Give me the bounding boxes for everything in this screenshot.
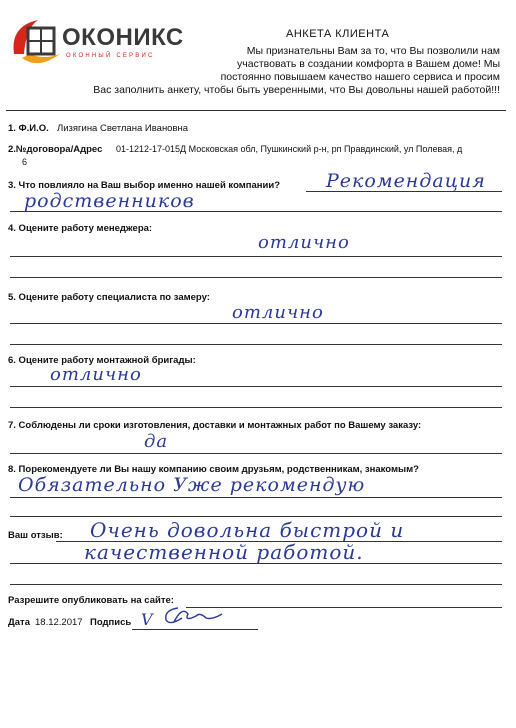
review-answer-2: качественной работой. <box>84 540 364 564</box>
review-answer-1: Очень довольна быстрой и <box>90 518 405 542</box>
publish-line <box>186 607 502 608</box>
question-8-line-2 <box>10 516 502 517</box>
question-7-answer: да <box>144 431 169 452</box>
question-3-line-1 <box>306 191 502 192</box>
intro-line-4: Вас заполнить анкету, чтобы быть уверенными, что Вы довольны нашей работой!!! <box>93 84 500 96</box>
question-8-label: 8. Порекомендуете ли Вы нашу компанию своим друзьям, родственникам, знакомым? <box>8 464 419 475</box>
question-7-label: 7. Соблюдены ли сроки изготовления, доставки и монтажных работ по Вашему заказу: <box>8 420 422 431</box>
question-4-line-2 <box>10 277 502 278</box>
question-3-answer-2: родственников <box>24 190 195 212</box>
question-3-answer-1: Рекомендация <box>326 170 486 192</box>
intro-line-1: Мы признательны Вам за то, что Вы позволили нам <box>246 45 500 57</box>
address-value-line-2: 6 <box>22 157 28 167</box>
logo-brand: ОКОНИКС <box>62 24 184 51</box>
question-6-line-1 <box>10 386 502 387</box>
intro-line-3: постоянно повышаем качество нашего сервиса и просим <box>220 71 500 83</box>
question-7-line-1 <box>10 453 502 454</box>
address-label: 2.№договора/Адрес <box>8 144 103 155</box>
header-divider <box>6 110 506 111</box>
question-5-line-1 <box>10 323 502 324</box>
page-title: АНКЕТА КЛИЕНТА <box>286 28 390 40</box>
review-line-2 <box>10 563 502 564</box>
fio-value: Лизягина Светлана Ивановна <box>57 123 189 134</box>
question-6-answer: отлично <box>50 364 142 385</box>
handwritten-signature <box>160 604 230 628</box>
date-value: 18.12.2017 <box>35 617 83 628</box>
logo-tagline: ОКОННЫЙ СЕРВИС <box>66 53 155 59</box>
question-5-line-2 <box>10 344 502 345</box>
question-3-label: 3. Что повлияло на Ваш выбор именно нашей компании? <box>8 180 281 191</box>
question-4-answer: отлично <box>258 232 350 253</box>
publish-label: Разрешите опубликовать на сайте: <box>8 595 174 606</box>
date-label: Дата <box>8 617 30 628</box>
review-label: Ваш отзыв: <box>8 530 63 541</box>
question-3-line-2 <box>10 211 502 212</box>
question-8-line-1 <box>10 497 502 498</box>
question-6-line-2 <box>10 407 502 408</box>
question-4-label: 4. Оцените работу менеджера: <box>8 223 153 234</box>
fio-label: 1. Ф.И.О. <box>8 123 49 134</box>
question-5-answer: отлично <box>232 302 324 323</box>
signature-line <box>132 629 258 630</box>
logo <box>8 14 198 70</box>
question-4-line-1 <box>10 256 502 257</box>
signature-check-mark: V <box>141 610 154 629</box>
question-8-answer: Обязательно Уже рекомендую <box>18 474 366 496</box>
address-value-line-1: 01-1212-17-015Д Московская обл, Пушкинский р-н, рп Правдинский, ул Полевая, д <box>116 144 463 154</box>
question-6-label: 6. Оцените работу монтажной бригады: <box>8 355 196 366</box>
review-line-3 <box>10 584 502 585</box>
question-5-label: 5. Оцените работу специалиста по замеру: <box>8 292 210 303</box>
intro-line-2: участвовать в создании комфорта в Вашем доме! Мы <box>237 58 500 70</box>
signature-label: Подпись <box>90 617 132 628</box>
window-logo-icon <box>8 14 68 70</box>
